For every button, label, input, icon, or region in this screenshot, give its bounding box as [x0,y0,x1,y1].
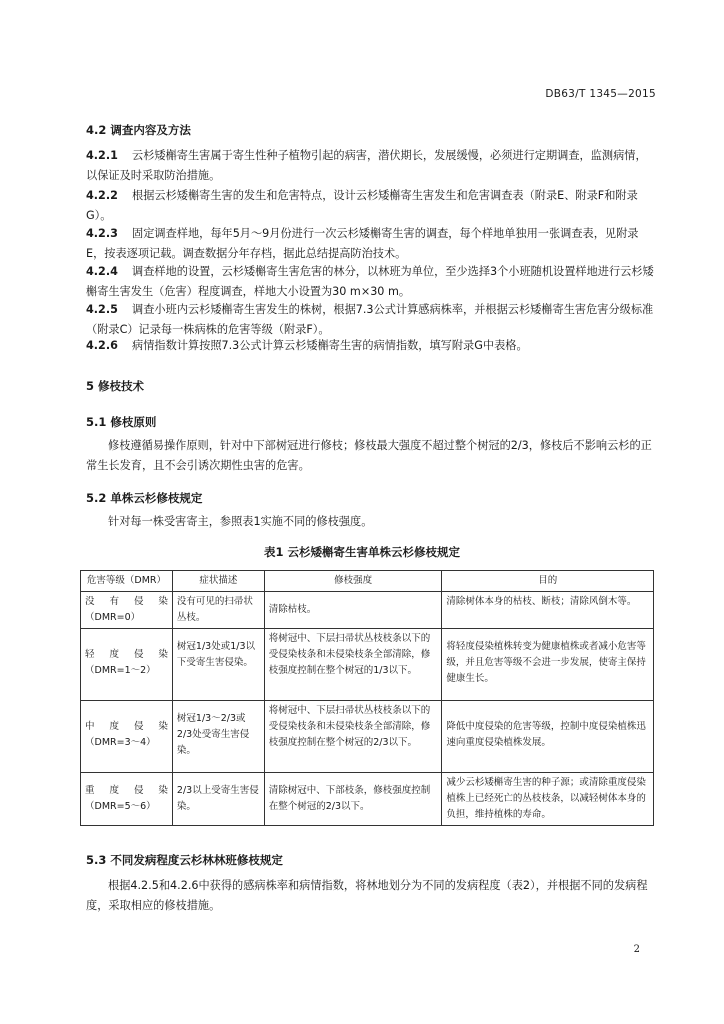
level-name: 轻度侵染 [85,649,168,660]
level-dmr: （DMR=0） [85,612,141,623]
level-dmr: （DMR=1～2） [85,665,156,676]
item-number: 4.2.3 [86,227,118,240]
cell-level [81,701,173,773]
cell-symptom: 树冠1/3处或1/3以下受寄生害侵染。 [172,629,264,701]
level-name: 没有侵染 [85,596,168,607]
section-5-3-title: 5.3 不同发病程度云杉林林班修枝规定 [86,853,283,867]
cell-symptom: 2/3以上受寄生害侵染。 [172,773,264,826]
item-number: 4.2.4 [86,265,118,278]
level-name: 重度侵染 [85,785,168,796]
level-name: 中度侵染 [85,721,168,732]
item-text: 云杉矮槲寄生害属于寄生性种子植物引起的病害，潜伏期长，发展缓慢，必须进行定期调查，监测病情，以保证及时采取防治措施。 [86,149,647,182]
cell-level [81,592,173,629]
item-4-2-1 [86,146,654,186]
table-row [81,592,654,629]
item-4-2-6 [86,336,654,356]
table-row [81,701,654,773]
section-5-2-text: 针对每一株受害寄主，参照表1实施不同的修枝强度。 [108,515,373,528]
item-4-2-5 [86,300,654,340]
cell-level [81,773,173,826]
cell-purpose: 降低中度侵染的危害等级，控制中度侵染植株迅速向重度侵染植株发展。 [442,701,654,773]
item-text: 调查小班内云杉矮槲寄生害发生的株树，根据7.3公式计算感病株率，并根据云杉矮槲寄生害危害分级标准（附录C）记录每一株病株的危害等级（附录F）。 [86,303,654,336]
section-5-1-text: 修枝遵循易操作原则，针对中下部树冠进行修枝；修枝最大强度不超过整个树冠的2/3，修枝后不影响云杉的正常生长发育，且不会引诱次期性虫害的危害。 [86,439,652,472]
item-number: 4.2.5 [86,303,118,316]
cell-purpose: 清除树体本身的枯枝、断枝；清除风倒木等。 [442,592,654,629]
item-4-2-4 [86,262,654,302]
level-dmr: （DMR=5～6） [85,801,156,812]
header-symptom: 症状描述 [172,571,264,592]
item-4-2-3 [86,224,654,264]
cell-symptom: 没有可见的扫帚状丛枝。 [172,592,264,629]
level-dmr: （DMR=3～4） [85,737,156,748]
page-number: 2 [633,944,640,955]
cell-symptom: 树冠1/3～2/3或2/3处受寄生害侵染。 [172,701,264,773]
item-text: 固定调查样地，每年5月～9月份进行一次云杉矮槲寄生害的调查，每个样地单独用一张调查表，见附录E，按表逐项记载。调查数据分年存档，据此总结提高防治技术。 [86,227,639,260]
section-5-3-text: 根据4.2.5和4.2.6中获得的感病株率和病情指数，将林地划分为不同的发病程度（表2），并根据不同的发病程度，采取相应的修枝措施。 [86,879,648,912]
item-number: 4.2.6 [86,339,118,352]
section-5-2-title: 5.2 单株云杉修枝规定 [86,491,203,505]
header-purpose: 目的 [442,571,654,592]
header-intensity: 修枝强度 [264,571,442,592]
item-text: 根据云杉矮槲寄生害的发生和危害特点，设计云杉矮槲寄生害发生和危害调查表（附录E、附录F和附录G）。 [86,189,638,222]
cell-intensity: 将树冠中、下层扫帚状丛枝枝条以下的受侵染枝条和未侵染枝条全部清除，修枝强度控制在整个树冠的2/3以下。 [264,701,442,773]
table-row [81,629,654,701]
item-text: 病情指数计算按照7.3公式计算云杉矮槲寄生害的病情指数，填写附录G中表格。 [132,339,528,352]
section-4-2-title: 4.2 调查内容及方法 [86,123,191,137]
cell-intensity: 清除枯枝。 [264,592,442,629]
cell-level [81,629,173,701]
header-level: 危害等级（DMR） [81,571,173,592]
item-4-2-2 [86,186,654,226]
cell-purpose: 减少云杉矮槲寄生害的种子源；或清除重度侵染植株上已经死亡的丛枝枝条，以减轻树体本身的负担，维持植株的寿命。 [442,773,654,826]
cell-purpose: 将轻度侵染植株转变为健康植株或者减小危害等级，并且危害等级不会进一步发展，使寄主保持健康生长。 [442,629,654,701]
cell-intensity: 清除树冠中、下部枝条，修枝强度控制在整个树冠的2/3以下。 [264,773,442,826]
section-5-1-title: 5.1 修枝原则 [86,415,157,429]
section-5-title: 5 修枝技术 [86,379,145,393]
item-text: 调查样地的设置，云杉矮槲寄生害危害的林分，以林班为单位，至少选择3个小班随机设置样地进行云杉矮槲寄生害发生（危害）程度调查，样地大小设置为30 m×30 m。 [86,265,654,298]
table-1 [80,570,654,826]
item-number: 4.2.2 [86,189,118,202]
table-row [81,773,654,826]
table-header-row [81,571,654,592]
table-1-caption: 表1 云杉矮槲寄生害单株云杉修枝规定 [263,545,460,559]
standard-code: DB63/T 1345—2015 [545,88,656,100]
cell-intensity: 将树冠中、下层扫帚状丛枝枝条以下的受侵染枝条和未侵染枝条全部清除，修枝强度控制在整个树冠的1/3以下。 [264,629,442,701]
item-number: 4.2.1 [86,149,118,162]
